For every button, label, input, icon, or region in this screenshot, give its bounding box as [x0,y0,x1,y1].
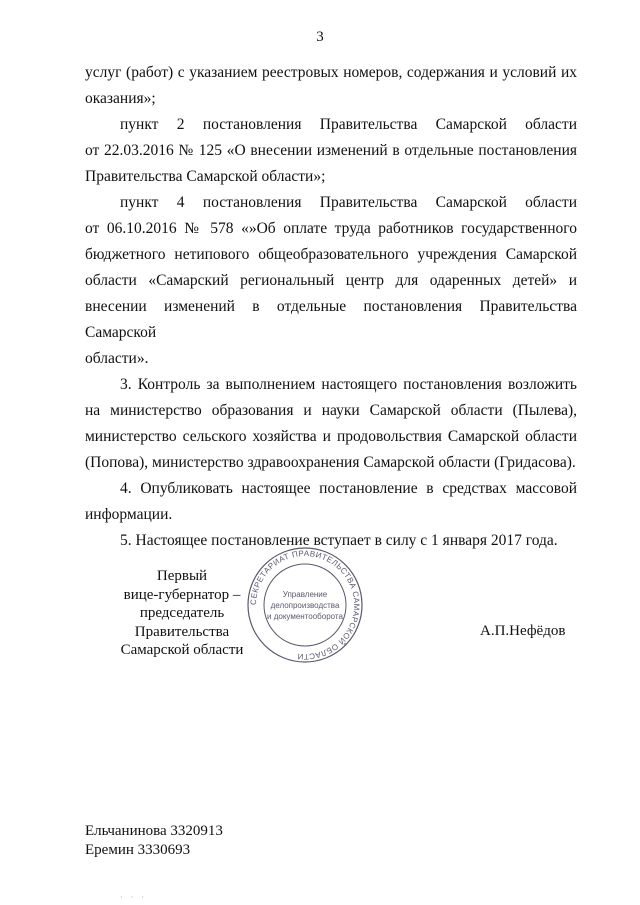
signatory-name: А.П.Нефёдов [480,623,566,639]
paragraph-line: информации. [85,506,173,523]
paragraph-line: бюджетного нетипового общеобразовательного учреждения Самарской [85,246,577,263]
signatory-position [94,567,270,660]
paragraph-point-2 [85,112,577,190]
paragraph-line: услуг (работ) с указанием реестровых номеров, содержания и условий их [85,64,577,81]
contact-line: Еремин 3330693 [85,842,191,858]
paragraph-services-end [85,60,577,112]
paragraph-line: (Попова), министерство здравоохранения Самарской области (Гридасова). [85,454,576,471]
paragraph-clause-4 [85,476,577,528]
position-line: вице-губернатор – [123,586,241,603]
document-body [85,60,577,554]
contacts-block [85,822,223,860]
position-line: Первый [156,568,208,584]
paragraph-line: министерство сельского хозяйства и продовольствия Самарской области [85,428,577,445]
contact-line: Ельчанинова 3320913 [85,823,223,839]
stamp-inner-line-2: делопроизводства [270,601,340,610]
scan-artifact: · · · [120,893,147,902]
paragraph-line: 4. Опубликовать настоящее постановление в средствах массовой [120,480,577,497]
stamp-outer-text-path: СЕКРЕТАРИАТ ПРАВИТЕЛЬСТВА САМАРСКОЙ ОБЛАСТИ [248,548,362,662]
paragraph-line: 3. Контроль за выполнением настоящего постановления возложить [120,376,577,393]
page-number: 3 [316,29,324,45]
position-line: председатель Правительства [134,605,230,640]
paragraph-line: от 22.03.2016 № 125 «О внесении изменений в отдельные постановления [85,142,577,159]
stamp-inner-line-3: и документооборота [267,612,343,621]
paragraph-line: Правительства Самарской области»; [85,168,326,185]
paragraph-line: от 06.10.2016 № 578 «»Об оплате труда работников государственного [85,220,577,237]
paragraph-line: пункт 2 постановления Правительства Самарской области [120,116,577,133]
paragraph-line: пункт 4 постановления Правительства Самарской области [120,194,577,211]
stamp-inner-line-1: Управление [282,590,328,599]
paragraph-point-4 [85,190,577,372]
paragraph-clause-3 [85,372,577,476]
paragraph-line: области». [85,350,149,367]
paragraph-line: области «Самарский региональный центр для одаренных детей» и [85,272,577,289]
paragraph-line: оказания»; [85,90,156,107]
paragraph-line: внесении изменений в отдельные постановления Правительства Самарской [85,298,577,341]
position-line: Самарской области [120,642,244,658]
paragraph-line: на министерство образования и науки Самарской области (Пылева), [85,402,577,419]
paragraph-line: 5. Настоящее постановление вступает в силу с 1 января 2017 года. [120,532,558,549]
